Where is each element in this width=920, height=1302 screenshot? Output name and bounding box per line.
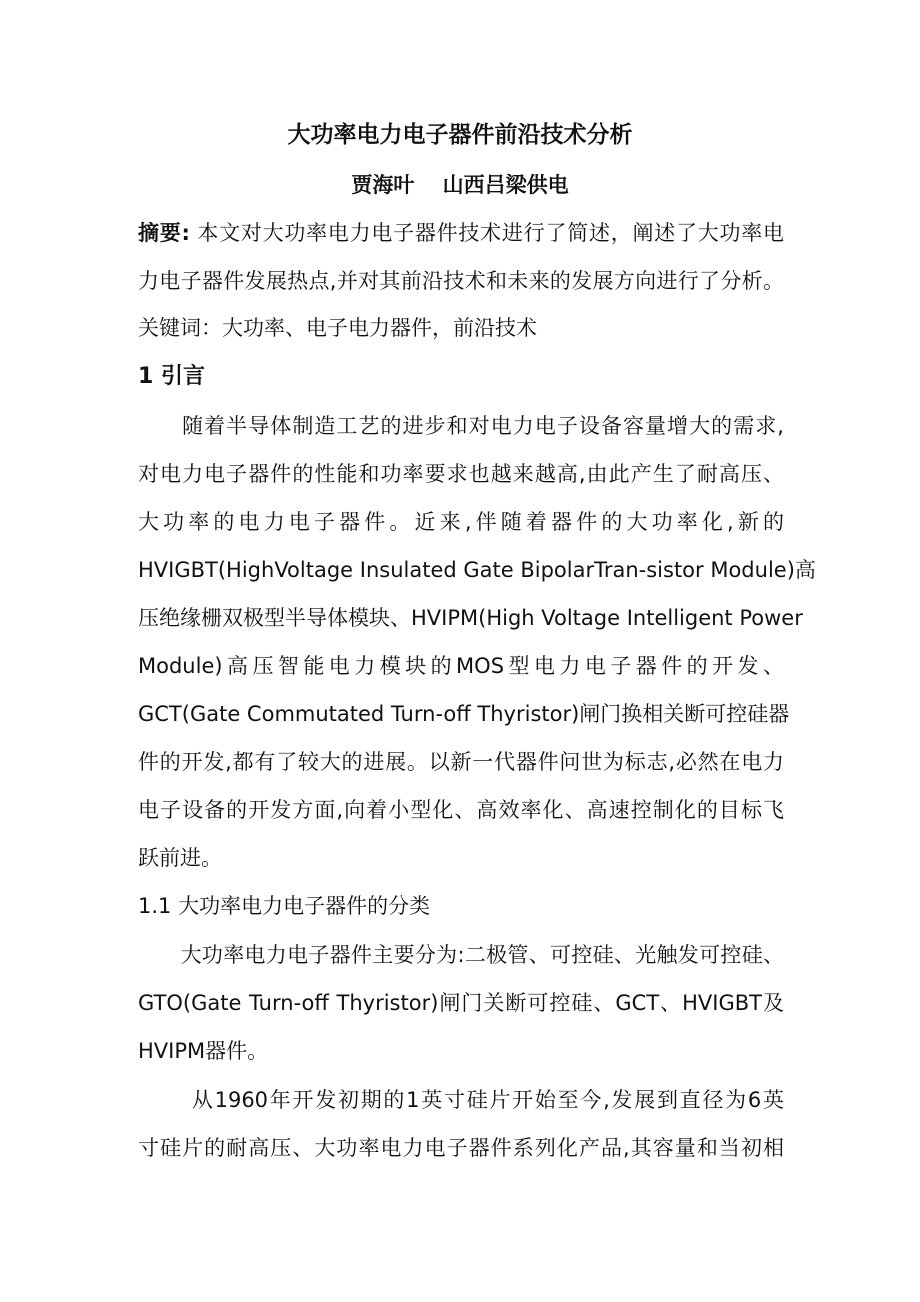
abstract-label: 摘要:	[138, 221, 190, 245]
keywords: 关键词：大功率、电子电力器件，前沿技术	[138, 316, 537, 340]
body-line: 跃前进。	[138, 846, 222, 870]
section-heading-1: 1 引言	[138, 364, 205, 389]
author-line: 贾海叶 山西吕梁供电	[351, 173, 569, 197]
abstract-text: 本文对大功率电力电子器件技术进行了简述，阐述了大功率电	[189, 221, 784, 245]
body-line: 从1960年开发初期的1英寸硅片开始至今,发展到直径为6英	[138, 1088, 784, 1112]
body-line: 大功率电力电子器件主要分为:二极管、可控硅、光触发可控硅、	[138, 943, 784, 967]
abstract-line-1	[138, 218, 784, 248]
abstract-line-2: 力电子器件发展热点,并对其前沿技术和未来的发展方向进行了分析。	[138, 269, 784, 293]
body-line: HVIGBT(HighVoltage Insulated Gate BipolarTran-sistor Module)高	[138, 558, 816, 582]
body-line: HVIPM器件。	[138, 1039, 269, 1063]
body-line: Module)高压智能电力模块的MOS型电力电子器件的开发、	[138, 654, 784, 678]
body-line: 大功率的电力电子器件。近来,伴随着器件的大功率化,新的	[138, 510, 784, 534]
body-line: 件的开发,都有了较大的进展。以新一代器件问世为标志,必然在电力	[138, 750, 784, 774]
body-line: 寸硅片的耐高压、大功率电力电子器件系列化产品,其容量和当初相	[138, 1136, 784, 1160]
body-line: 对电力电子器件的性能和功率要求也越来越高,由此产生了耐高压、	[138, 462, 784, 486]
body-line: 随着半导体制造工艺的进步和对电力电子设备容量增大的需求,	[138, 414, 784, 438]
body-line: GCT(Gate Commutated Turn-off Thyristor)闸门换相关断可控硅器	[138, 702, 790, 726]
section-heading-1-1: 1.1 大功率电力电子器件的分类	[138, 894, 431, 918]
body-line: 压绝缘栅双极型半导体模块、HVIPM(High Voltage Intelligent Power	[138, 606, 803, 630]
page-title: 大功率电力电子器件前沿技术分析	[287, 122, 633, 148]
body-line: 电子设备的开发方面,向着小型化、高效率化、高速控制化的目标飞	[138, 798, 784, 822]
body-line: GTO(Gate Turn-off Thyristor)闸门关断可控硅、GCT、HVIGBT及	[138, 991, 784, 1015]
